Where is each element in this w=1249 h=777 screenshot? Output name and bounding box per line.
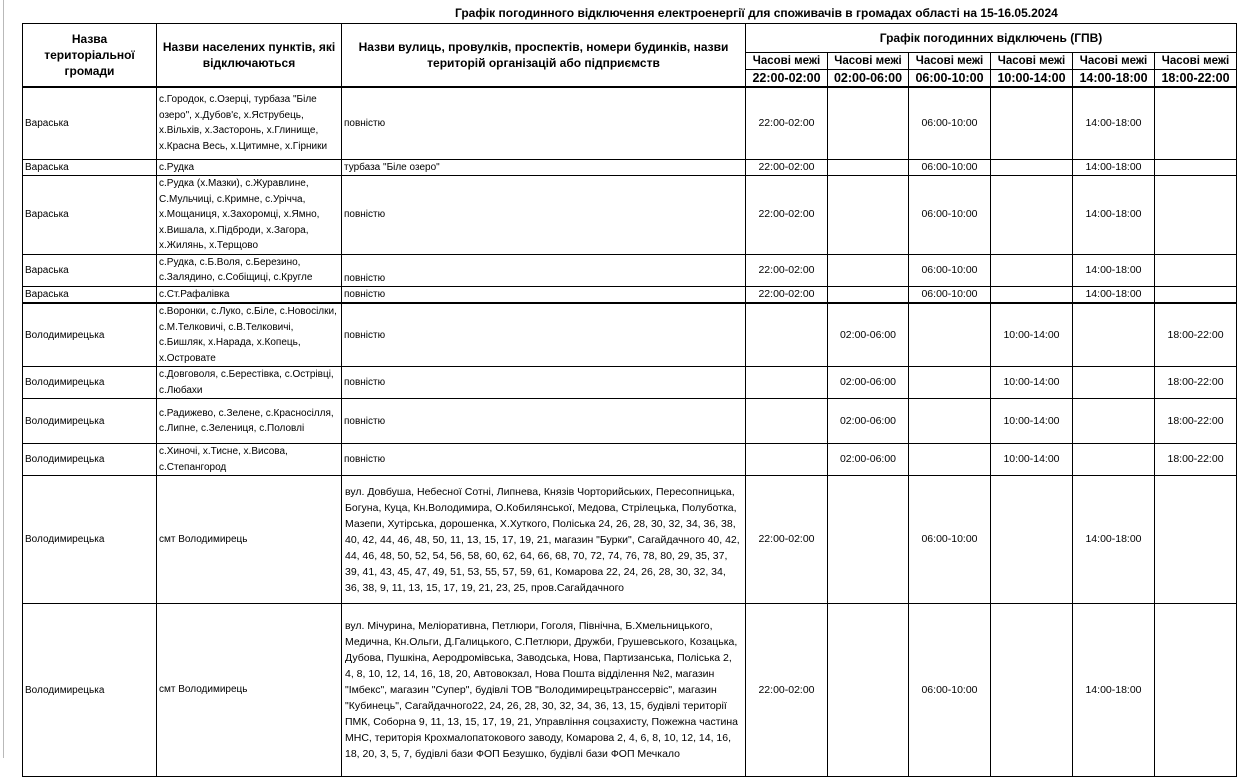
slot-cell [909, 444, 991, 476]
settlements-cell: с.Рудка [157, 159, 342, 176]
slot-cell [909, 399, 991, 444]
slot-cell: 18:00-22:00 [1155, 367, 1237, 399]
header-slot-value: 10:00-14:00 [991, 70, 1073, 88]
settlements-cell: смт Володимирець [157, 604, 342, 777]
slot-cell [828, 176, 909, 255]
streets-cell: повністю [342, 444, 746, 476]
community-cell: Володимирецька [23, 476, 157, 604]
slot-cell: 22:00-02:00 [746, 159, 828, 176]
slot-cell: 22:00-02:00 [746, 604, 828, 777]
header-settlements: Назви населених пунктів, які відключаються [157, 24, 342, 88]
slot-cell [1155, 87, 1237, 159]
slot-cell: 14:00-18:00 [1073, 176, 1155, 255]
slot-cell: 14:00-18:00 [1073, 604, 1155, 777]
table-row [23, 367, 1237, 399]
community-cell: Володимирецька [23, 367, 157, 399]
settlements-cell: с.Городок, с.Озерці, турбаза "Біле озеро", х.Дубов'є, х.Яструбець, х.Вільхів, х.Засторонь, х.Глинище, х.Красна Весь, х.Цитимне, х.Гірники [157, 87, 342, 159]
table-row [23, 303, 1237, 367]
slot-cell: 14:00-18:00 [1073, 254, 1155, 286]
header-slot-value: 06:00-10:00 [909, 70, 991, 88]
slot-cell [828, 476, 909, 604]
header-slot-value: 18:00-22:00 [1155, 70, 1237, 88]
slot-cell [991, 476, 1073, 604]
settlements-cell: с.Ст.Рафалівка [157, 286, 342, 303]
slot-cell [1073, 399, 1155, 444]
slot-cell: 18:00-22:00 [1155, 399, 1237, 444]
table-row [23, 444, 1237, 476]
slot-cell: 14:00-18:00 [1073, 286, 1155, 303]
table-row [23, 476, 1237, 604]
slot-cell: 10:00-14:00 [991, 303, 1073, 367]
settlements-cell: с.Довговоля, с.Берестівка, с.Острівці, с.Любахи [157, 367, 342, 399]
settlements-cell: с.Рудка, с.Б.Воля, с.Березино, с.Залядино, с.Собіщиці, с.Кругле [157, 254, 342, 286]
slot-cell: 10:00-14:00 [991, 399, 1073, 444]
slot-cell: 06:00-10:00 [909, 604, 991, 777]
table-row [23, 286, 1237, 303]
slot-cell [991, 87, 1073, 159]
settlements-cell: с.Воронки, с.Луко, с.Біле, с.Новосілки, с.М.Телковичі, с.В.Телковичі, с.Бишляк, х.Нарада, х.Копець, х.Островате [157, 303, 342, 367]
slot-cell [1155, 176, 1237, 255]
slot-cell: 06:00-10:00 [909, 254, 991, 286]
header-community: Назва територіальної громади [23, 24, 157, 88]
community-cell: Вараська [23, 159, 157, 176]
header-slot-value: 22:00-02:00 [746, 70, 828, 88]
slot-cell [991, 176, 1073, 255]
table-row [23, 604, 1237, 777]
slot-cell: 14:00-18:00 [1073, 159, 1155, 176]
slot-cell [828, 87, 909, 159]
slot-cell [1155, 604, 1237, 777]
streets-cell: повністю [342, 303, 746, 367]
slot-cell [991, 159, 1073, 176]
slot-cell: 14:00-18:00 [1073, 476, 1155, 604]
slot-cell [1155, 159, 1237, 176]
page-title: Графік погодинного відключення електроенергії для споживачів в громадах області на 15-16.05.2024 [455, 6, 1058, 20]
table-row [23, 254, 1237, 286]
header-slot-label: Часові межі [1155, 53, 1237, 70]
slot-cell [1155, 286, 1237, 303]
slot-cell: 14:00-18:00 [1073, 87, 1155, 159]
slot-cell [991, 286, 1073, 303]
community-cell: Володимирецька [23, 604, 157, 777]
header-slot-label: Часові межі [1073, 53, 1155, 70]
slot-cell: 18:00-22:00 [1155, 444, 1237, 476]
slot-cell: 22:00-02:00 [746, 254, 828, 286]
slot-cell: 22:00-02:00 [746, 476, 828, 604]
slot-cell [828, 159, 909, 176]
table-row [23, 176, 1237, 255]
page-left-border [3, 0, 4, 758]
slot-cell: 18:00-22:00 [1155, 303, 1237, 367]
slot-cell [1073, 303, 1155, 367]
header-slot-label: Часові межі [746, 53, 828, 70]
streets-cell: вул. Довбуша, Небесної Сотні, Липнева, Князів Чорторийських, Пересопницька, Богуна, Куца, Кн.Володимира, О.Кобилянської, Медова, Стрілецька, Полуботка, Мазепи, Хутірська, дорошенка, Х.Хуткого, Поліська 24, 26, 28, 30, 32, 34, 36, 38, 40, 42, 44, 46, 48, 50, 11, 13, 15, 17, 19, 21, магазин "Бурки", Сагайдачного 40, 42, 44, 46, 48, 50, 52, 54, 56, 58, 60, 62, 64, 66, 68, 70, 72, 74, 76, 78, 80, 29, 35, 37, 39, 41, 43, 45, 47, 49, 51, 53, 55, 57, 59, 61, Комарова 22, 24, 26, 28, 30, 32, 34, 36, 38, 9, 11, 13, 15, 17, 19, 21, 23, 25, пров.Сагайдачного [342, 476, 746, 604]
slot-cell: 06:00-10:00 [909, 159, 991, 176]
header-streets: Назви вулиць, провулків, проспектів, номери будинків, назви територій організацій або підприємств [342, 24, 746, 88]
table-row [23, 399, 1237, 444]
header-slot-label: Часові межі [909, 53, 991, 70]
slot-cell [746, 399, 828, 444]
settlements-cell: с.Радижево, с.Зелене, с.Красносілля, с.Липне, с.Зелениця, с.Половлі [157, 399, 342, 444]
settlements-cell: с.Хиночі, х.Тисне, х.Висова, с.Степангород [157, 444, 342, 476]
slot-cell [746, 367, 828, 399]
community-cell: Володимирецька [23, 399, 157, 444]
slot-cell [828, 286, 909, 303]
streets-cell: повністю [342, 399, 746, 444]
settlements-cell: с.Рудка (х.Мазки), с.Журавлине, С.Мульчиці, с.Кримне, с.Урічча, х.Мощаниця, х.Захоромці, х.Ямно, х.Вишала, х.Підброди, х.Загора, х.Жилянь, х.Терщово [157, 176, 342, 255]
slot-cell: 10:00-14:00 [991, 444, 1073, 476]
outage-schedule-table [22, 23, 1237, 777]
slot-cell [909, 367, 991, 399]
slot-cell: 02:00-06:00 [828, 444, 909, 476]
slot-cell [1073, 444, 1155, 476]
table-row [23, 87, 1237, 159]
header-slot-label: Часові межі [828, 53, 909, 70]
community-cell: Володимирецька [23, 444, 157, 476]
streets-cell: вул. Мічурина, Меліоративна, Петлюри, Гоголя, Північна, Б.Хмельницького, Медична, Кн.Ольги, Д.Галицького, С.Петлюри, Дружби, Грушевського, Козацька, Дубова, Пушкіна, Аеродромівська, Заводська, Нова, Партизанська, Поліська 2, 4, 8, 10, 12, 14, 16, 18, 20, Автовокзал, Нова Пошта відділення №2, магазин "Імбекс", магазин "Супер", будівлі ТОВ "Володимирецьтранссервіс", магазин "Кубинець", Сагайдачного22, 24, 26, 28, 30, 32, 34, 36, 13, 15, будівлі території ПМК, Соборна 9, 11, 13, 15, 17, 19, 21, Управління соцзахисту, Пожежна частина МНС, територія Крохмалопатокового заводу, Комарова 2, 4, 6, 8, 10, 12, 14, 16, 18, 20, 3, 5, 7, будівлі бази ФОП Безушко, будівлі бази ФОП Мечкало [342, 604, 746, 777]
slot-cell: 10:00-14:00 [991, 367, 1073, 399]
slot-cell [909, 303, 991, 367]
slot-cell [1155, 476, 1237, 604]
slot-cell [991, 604, 1073, 777]
streets-cell: повністю [342, 176, 746, 255]
slot-cell: 22:00-02:00 [746, 87, 828, 159]
slot-cell: 06:00-10:00 [909, 476, 991, 604]
community-cell: Вараська [23, 87, 157, 159]
community-cell: Володимирецька [23, 303, 157, 367]
slot-cell [1073, 367, 1155, 399]
streets-cell: повністю [342, 254, 746, 286]
slot-cell: 02:00-06:00 [828, 399, 909, 444]
streets-cell: турбаза "Біле озеро" [342, 159, 746, 176]
streets-cell: повністю [342, 87, 746, 159]
slot-cell [746, 303, 828, 367]
settlements-cell: смт Володимирець [157, 476, 342, 604]
slot-cell [828, 254, 909, 286]
slot-cell: 06:00-10:00 [909, 87, 991, 159]
community-cell: Вараська [23, 254, 157, 286]
slot-cell: 06:00-10:00 [909, 176, 991, 255]
community-cell: Вараська [23, 286, 157, 303]
slot-cell [1155, 254, 1237, 286]
slot-cell: 22:00-02:00 [746, 286, 828, 303]
slot-cell: 02:00-06:00 [828, 303, 909, 367]
header-schedule: Графік погодинних відключень (ГПВ) [746, 24, 1237, 53]
community-cell: Вараська [23, 176, 157, 255]
slot-cell: 06:00-10:00 [909, 286, 991, 303]
header-slot-label: Часові межі [991, 53, 1073, 70]
slot-cell [828, 604, 909, 777]
slot-cell: 02:00-06:00 [828, 367, 909, 399]
streets-cell: повністю [342, 367, 746, 399]
streets-cell: повністю [342, 286, 746, 303]
table-row [23, 159, 1237, 176]
slot-cell [991, 254, 1073, 286]
header-slot-value: 02:00-06:00 [828, 70, 909, 88]
header-slot-value: 14:00-18:00 [1073, 70, 1155, 88]
slot-cell: 22:00-02:00 [746, 176, 828, 255]
slot-cell [746, 444, 828, 476]
